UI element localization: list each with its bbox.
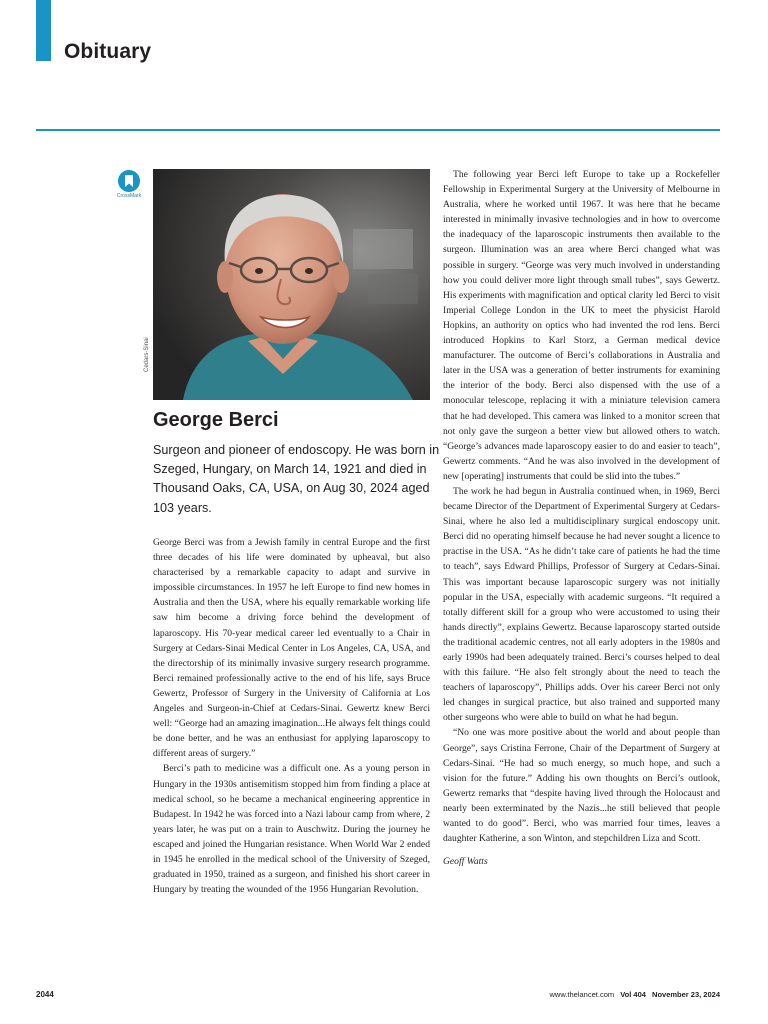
photo-credit: Cedars-Sinai — [144, 337, 150, 372]
bookmark-icon — [118, 170, 140, 192]
body-paragraph: Berci’s path to medicine was a difficult one. As a young person in Hungary in the 1930s antisemitism stopped him from finding a place at medical school, so he became a mechanical engineering apprentice in Budapest. In 1942 he was forced into a Nazi labour camp from where, 2 years later, he was put on a train to Auschwitz. During the journey he escaped and joined the Hungarian resistance. When World War 2 ended in 1945 he enrolled in the medical school of the University of Szeged, graduated in 1950, trained as a surgeon, and finished his short career in Hungary by treating the wounded of the 1956 Hungarian Revolution. — [153, 763, 430, 896]
portrait-photo — [153, 169, 430, 400]
article-column-left — [153, 535, 430, 897]
volume-number: Vol 404 — [620, 990, 646, 999]
crossmark-badge[interactable] — [116, 170, 142, 199]
body-paragraph: George Berci was from a Jewish family in central Europe and the first three decades of his life were dominated by upheaval, but also characterised by a remarkable capacity to adapt and survive in impossible circumstances. In 1957 he left Europe to find new homes in Australia and then the USA, where his equally remarkable working life saw him become a driving force behind the development of laparoscopy. His 70-year medical career led eventually to a Chair in Surgery at Cedars-Sinai Medical Center in Los Angeles, CA, USA, and the directorship of its minimally invasive surgery research programme. Berci remained professionally active to the end of his life, says Bruce Gewertz, Professor of Surgery in the University of California at Los Angeles and Surgeon-in-Chief at Cedars-Sinai. Gewertz knew Berci well: “George had an amazing imagination...He always felt things could be done better, and he was an enthusiast for applying laparoscopy to different areas of surgery.” — [153, 537, 430, 760]
journal-url[interactable]: www.thelancet.com — [549, 990, 615, 999]
header-rule — [36, 129, 720, 131]
standfirst: Surgeon and pioneer of endoscopy. He was born in Szeged, Hungary, on March 14, 1921 and died in Thousand Oaks, CA, USA, on Aug 30, 2024 aged 103 years. — [153, 443, 440, 515]
journal-footer — [546, 990, 721, 999]
crossmark-label: CrossMark — [116, 193, 142, 199]
author-byline: Geoff Watts — [443, 856, 488, 868]
body-paragraph: The work he had begun in Australia continued when, in 1969, Berci became Director of the Department of Experimental Surgery at Cedars-Sinai, where he also led a multidisciplinary surgical endoscopy unit. Berci did no operating himself because he had never sought a licence to practise in the USA. “As he didn’t take care of patients he had the time to teach”, says Edward Phillips, Professor of Surgery at Cedars-Sinai. This was important because laparoscopic surgery was not initially popular in the USA, especially with academic surgeons. “It required a totally different skill for a group who were accustomed to using their hands directly”, explains Gewertz. Because laparoscopy started outside the traditional academic centres, not all early adopters in the 1980s and early 1990s had been adequately trained. Berci’s courses helped to deal with this failure. “He also felt strongly about the need to teach the teachers of laparoscopy”, Phillips adds. Over his career Berci not only led changes in surgical practice, but also trained and supported many other surgeons who were able to build on what he had begun. — [443, 485, 720, 724]
page-number: 2044 — [36, 990, 54, 999]
article-column-right — [443, 167, 720, 869]
issue-date: November 23, 2024 — [652, 990, 720, 999]
body-paragraph: “No one was more positive about the world and about people than George”, says Cristina Ferrone, Chair of the Department of Surgery at Cedars-Sinai. “He had so much energy, so much hope, and such a vision for the future.” Adding his own thoughts on Berci’s outlook, Gewertz remarks that “despite having lived through the Holocaust and nearly been exterminated by the Nazis...he still believed that people wanted to do good”. Berci, who was married four times, leaves a daughter Katherine, a son Winton, and stepchildren Liza and Scott. — [443, 727, 720, 845]
section-title: Obituary — [64, 40, 152, 63]
person-name: George Berci — [153, 409, 279, 431]
section-accent-bar — [36, 0, 51, 61]
body-paragraph: The following year Berci left Europe to take up a Rockefeller Fellowship in Experimental Surgery at the University of Melbourne in Australia, where he worked until 1967. It was here that he became interested in minimally invasive technologies and in how to overcome the inadequacy of the laparoscopic instruments then available to the surgeon. Illumination was an area where Berci changed what was possible in surgery. “George was very much involved in understanding how you could deliver more light through small tubes”, says Gewertz. His experiments with magnification and optical clarity led Berci to visit Imperial College London in the UK to meet the physicist Harold Hopkins, an authority on optics who had invented the rod lens. Berci introduced Hopkins to Karl Storz, a German medical device manufacturer. The outcome of Berci’s collaborations in Australia and later in the USA was a generation of better instruments for examining the interior of the body. Berci also dispensed with the use of a monocular telescope, replacing it with a miniature television camera that he had developed. This camera was linked to a monitor screen that not only gave the surgeon a better view but allowed others to watch. “George’s advances made laparoscopy easier to do and easier to teach”, Gewertz comments. “And he was also involved in the development of new [operating] instruments that could be slid into the tubes.” — [443, 169, 720, 482]
